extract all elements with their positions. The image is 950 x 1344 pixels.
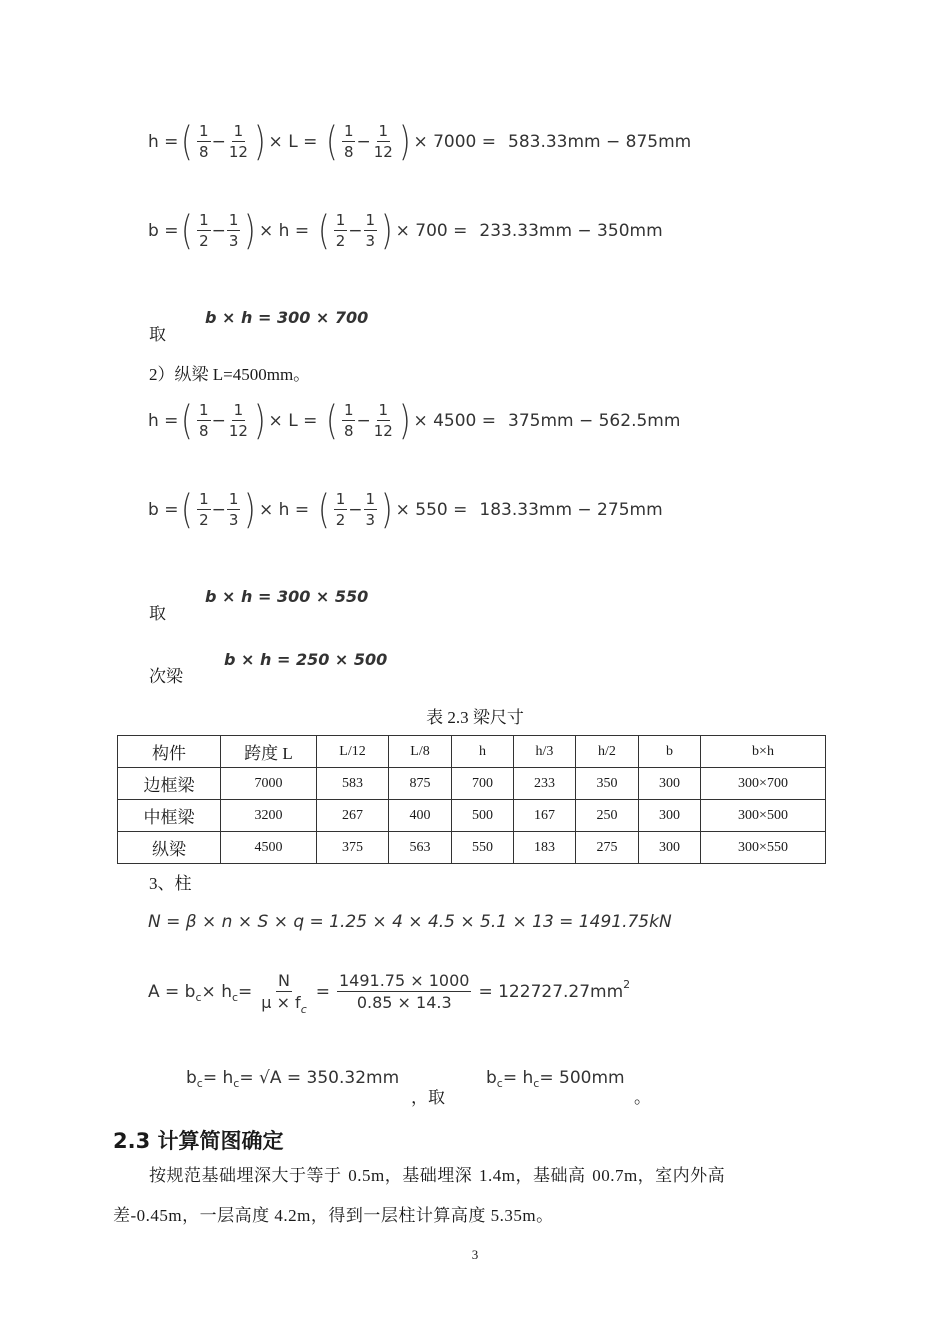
table-cell: 300 xyxy=(639,768,701,800)
table-cell: 583 xyxy=(317,768,389,800)
table-cell: 550 xyxy=(452,832,514,864)
table-cell: 875 xyxy=(389,768,452,800)
beam1-take-label: 取 xyxy=(149,325,166,344)
table-row xyxy=(118,832,826,864)
page-number: 3 xyxy=(471,1247,479,1262)
table-row xyxy=(118,768,826,800)
beam1-b-equation: b = ( $\frac{1}{2}$ − $\frac{1}{3}$ ) × h = ( $\frac{1}{2}$ − $\frac{1}{3}$ ) × 700 = 233.33mm − 350mm xyxy=(148,208,663,254)
table-header-cell: L/8 xyxy=(389,736,452,768)
beam2-heading: 2）纵梁 L=4500mm。 xyxy=(149,365,311,384)
column-bc-chosen-equation: b c = h c = 500mm xyxy=(486,1068,625,1090)
table-header-row xyxy=(118,736,826,768)
table-header-cell: h/2 xyxy=(576,736,639,768)
table-header-cell: L/12 xyxy=(317,736,389,768)
table-header-cell: b×h xyxy=(701,736,826,768)
beam2-b-equation: b = ( $\frac{1}{2}$ − $\frac{1}{3}$ ) × h = ( $\frac{1}{2}$ − $\frac{1}{3}$ ) × 550 = 183.33mm − 275mm xyxy=(148,487,663,533)
table-cell: 267 xyxy=(317,800,389,832)
beam-size-table xyxy=(117,735,826,864)
table-header-cell: h xyxy=(452,736,514,768)
section-title: 2.3 计算简图确定 xyxy=(113,1129,284,1153)
table-cell: 233 xyxy=(514,768,576,800)
table-cell: 700 xyxy=(452,768,514,800)
table-cell: 7000 xyxy=(221,768,317,800)
table-cell: 300 xyxy=(639,832,701,864)
column-heading: 3、柱 xyxy=(149,874,192,893)
table-cell: 167 xyxy=(514,800,576,832)
table-header-cell: h/3 xyxy=(514,736,576,768)
table-header-cell: b xyxy=(639,736,701,768)
beam2-h-equation: h = ( $\frac{1}{8}$ − $\frac{1}{12}$ ) × L = ( $\frac{1}{8}$ − $\frac{1}{12}$ ) × 4500 = 375mm − 562.5mm xyxy=(148,398,681,444)
section-paragraph-line1: 按规范基础埋深大于等于 0.5m，基础埋深 1.4m，基础高 00.7m，室内外高 xyxy=(149,1166,726,1185)
column-bc-equation: b c = h c = √A = 350.32mm xyxy=(186,1068,400,1090)
table-cell: 300×700 xyxy=(701,768,826,800)
table-cell: 400 xyxy=(389,800,452,832)
table-cell: 250 xyxy=(576,800,639,832)
section-paragraph-line2: 差-0.45m，一层高度 4.2m，得到一层柱计算高度 5.35m。 xyxy=(113,1206,554,1225)
table-caption: 表 2.3 梁尺寸 xyxy=(426,708,524,727)
table-row xyxy=(118,800,826,832)
column-take-label: ，取 xyxy=(411,1088,445,1107)
table-cell: 300×500 xyxy=(701,800,826,832)
table-cell: 563 xyxy=(389,832,452,864)
table-cell: 3200 xyxy=(221,800,317,832)
secondary-beam-equation: b × h = 250 × 500 xyxy=(224,650,388,669)
beam1-h-equation: h = ( $\frac{1}{8}$ − $\frac{1}{12}$ ) × L = ( $\frac{1}{8}$ − $\frac{1}{12}$ ) × 7000 = 583.33mm − 875mm xyxy=(148,119,692,165)
column-period: 。 xyxy=(634,1088,651,1107)
table-cell: 300 xyxy=(639,800,701,832)
beam2-take-equation: b × h = 300 × 550 xyxy=(205,587,369,606)
beam1-take-equation: b × h = 300 × 700 xyxy=(205,308,369,327)
secondary-beam-label: 次梁 xyxy=(149,667,183,686)
table-cell: 183 xyxy=(514,832,576,864)
table-cell: 边框梁 xyxy=(118,768,221,800)
table-header-cell: 跨度 L xyxy=(221,736,317,768)
table-cell: 500 xyxy=(452,800,514,832)
table-cell: 375 xyxy=(317,832,389,864)
column-n-equation: N = β × n × S × q = 1.25 × 4 × 4.5 × 5.1 × 13 = 1491.75kN xyxy=(148,912,672,932)
column-a-equation: A = b c × h c = $\frac{N}{\mu \times f_c}$ = $\frac{1491.75 \times 1000}{0.85 \times 14.3}$ = 122727.27mm 2 xyxy=(148,971,631,1016)
beam2-take-label: 取 xyxy=(149,604,166,623)
table-cell: 350 xyxy=(576,768,639,800)
table-cell: 中框梁 xyxy=(118,800,221,832)
table-cell: 纵梁 xyxy=(118,832,221,864)
table-cell: 300×550 xyxy=(701,832,826,864)
table-cell: 275 xyxy=(576,832,639,864)
table-cell: 4500 xyxy=(221,832,317,864)
table-header-cell: 构件 xyxy=(118,736,221,768)
